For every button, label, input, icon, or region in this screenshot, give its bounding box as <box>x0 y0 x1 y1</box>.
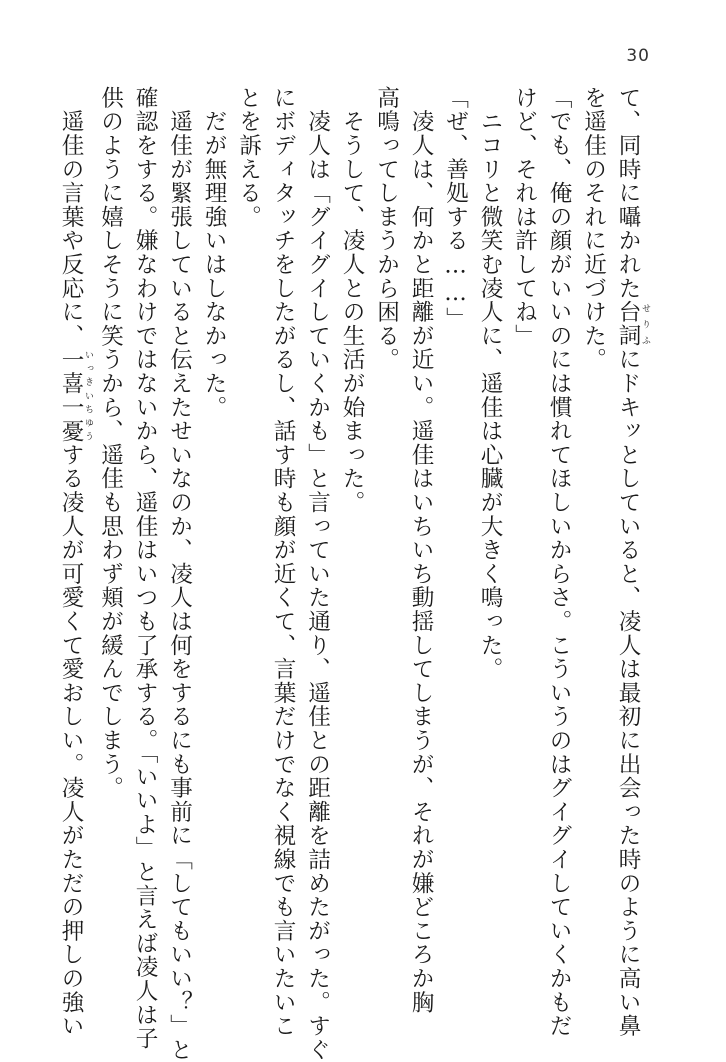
ruby-annotation: 台詞 せりふ <box>615 300 650 348</box>
text-line: 遥佳が緊張していると伝えたせいなのか、凌人は何をするにも事前に「してもいい？」と <box>166 86 193 1062</box>
page-number: 30 <box>626 46 650 66</box>
text-line: 高鳴ってしまうから困る。 <box>373 86 400 372</box>
text-line: 供のように嬉しそうに笑うから、遥佳も思わず頬が緩んでしまう。 <box>97 86 124 800</box>
text-line: 確認をする。嫌なわけではないから、遥佳はいつも了承する。「いいよ」と言えば凌人は子 <box>132 86 158 1051</box>
text-line: にボディタッチをしたがるし、話す時も顔が近くて、言葉だけでなく視線でも言いたいこ <box>270 86 296 1038</box>
vertical-text-body <box>58 86 650 1062</box>
text-line: を遥佳のそれに近づけた。 <box>580 86 607 372</box>
text-line: 凌人は、何かと距離が近い。遥佳はいちいち動揺してしまうが、それが嫌どころか胸 <box>408 86 434 1015</box>
ruby-annotation: 一喜一憂 いっきいちゆう <box>58 347 93 444</box>
text-line: けど、それは許してね」 <box>511 86 538 348</box>
text-line: とを訴える。 <box>235 86 262 229</box>
text-line: 「ぜ、善処する……」 <box>442 86 469 331</box>
text-line: 「でも、俺の顔がいいのには慣れてほしいからさ。こういうのはグイグイしていくかもだ <box>546 86 572 1038</box>
text-line: だが無理強いはしなかった。 <box>201 86 227 420</box>
text-line: 遥佳の言葉や反応に、一喜一憂 いっきいちゆうする凌人が可愛くて愛おしい。凌人がただの押しの強い <box>58 86 93 1039</box>
text-line: そうして、凌人との生活が始まった。 <box>339 86 365 515</box>
text-line: ニコリと微笑む凌人に、遥佳は心臓が大きく鳴った。 <box>477 86 503 681</box>
text-line: て、同時に囁かれた台詞 せりふにドキッとしていると、凌人は最初に出会った時のように高い鼻 <box>615 86 650 1039</box>
text-line: 凌人は「グイグイしていくかも」と言っていた通り、遥佳との距離を詰めたがった。すぐ <box>304 86 331 1062</box>
